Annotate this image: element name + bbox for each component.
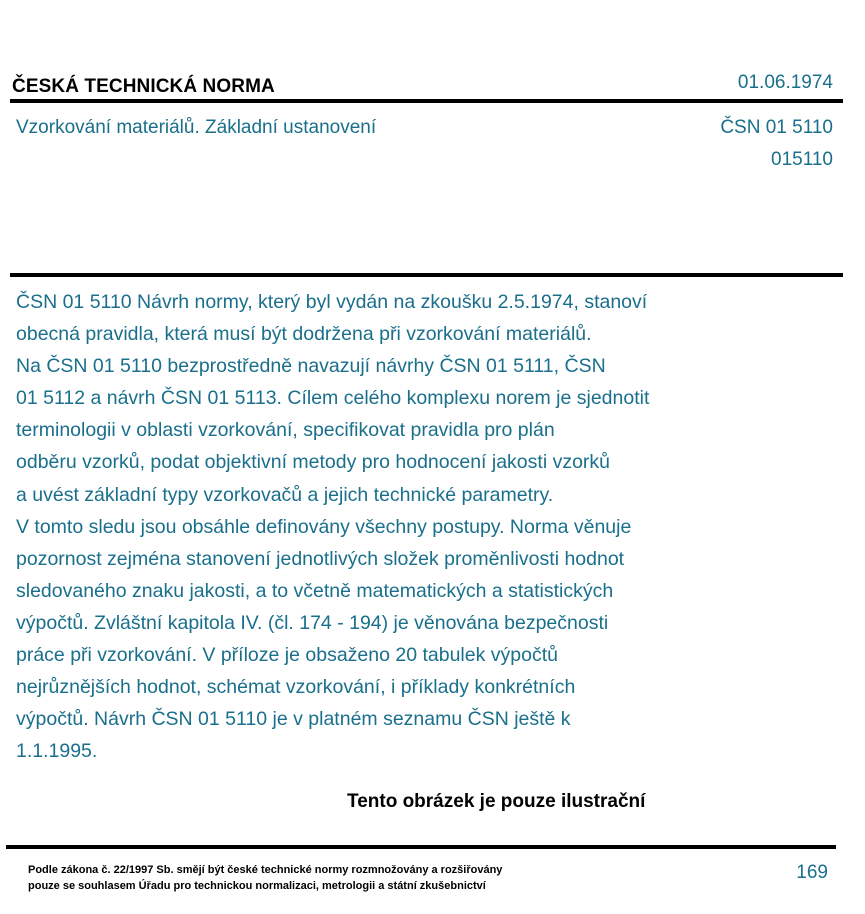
page-number: 169 <box>796 862 828 883</box>
abstract-line: ČSN 01 5110 Návrh normy, který byl vydán na zkoušku 2.5.1974, stanoví <box>16 291 648 313</box>
abstract-line: odběru vzorků, podat objektivní metody pro hodnocení jakosti vzorků <box>16 451 611 474</box>
abstract-line: 1.1.1995. <box>16 740 98 763</box>
abstract-line: obecná pravidla, která musí být dodržena při vzorkování materiálů. <box>16 323 592 346</box>
abstract-line: Na ČSN 01 5110 bezprostředně navazují návrhy ČSN 01 5111, ČSN <box>16 355 606 378</box>
abstract-text <box>16 286 776 767</box>
abstract-line: a uvést základní typy vzorkovačů a jejich technické parametry. <box>16 483 554 506</box>
abstract-line: práce při vzorkování. V příloze je obsaženo 20 tabulek výpočtů <box>16 644 558 667</box>
document-header-title: ČESKÁ TECHNICKÁ NORMA <box>12 76 275 97</box>
abstract-line: výpočtů. Zvláštní kapitola IV. (čl. 174 - 194) je věnována bezpečnosti <box>16 611 609 634</box>
header-divider <box>10 99 843 103</box>
standard-subject: Vzorkování materiálů. Základní ustanovení <box>16 117 377 138</box>
footer-divider <box>6 845 836 849</box>
standard-code: ČSN 01 5110 <box>720 117 833 138</box>
abstract-line: sledovaného znaku jakosti, a to včetně matematických a statistických <box>16 579 614 602</box>
abstract-line: výpočtů. Návrh ČSN 01 5110 je v platném seznamu ČSN ještě k <box>16 708 571 731</box>
legal-notice <box>28 862 502 894</box>
abstract-line: terminologii v oblasti vzorkování, specifikovat pravidla pro plán <box>16 419 555 442</box>
abstract-line: pozornost zejména stanovení jednotlivých složek proměnlivosti hodnot <box>16 547 625 570</box>
abstract-line: V tomto sledu jsou obsáhle definovány všechny postupy. Norma věnuje <box>16 515 632 538</box>
standard-class-number: 015110 <box>771 149 833 170</box>
legal-notice-line: pouze se souhlasem Úřadu pro technickou normalizaci, metrologii a státní zkušebnictví <box>28 880 486 892</box>
section-divider <box>10 273 843 277</box>
illustration-note: Tento obrázek je pouze ilustrační <box>347 791 646 812</box>
publication-date: 01.06.1974 <box>737 72 833 93</box>
abstract-line: nejrůznějších hodnot, schémat vzorkování, i příklady konkrétních <box>16 676 576 699</box>
legal-notice-line: Podle zákona č. 22/1997 Sb. smějí být české technické normy rozmnožovány a rozšiřovány <box>28 864 503 876</box>
abstract-line: 01 5112 a návrh ČSN 01 5113. Cílem celého komplexu norem je sjednotit <box>16 387 650 410</box>
